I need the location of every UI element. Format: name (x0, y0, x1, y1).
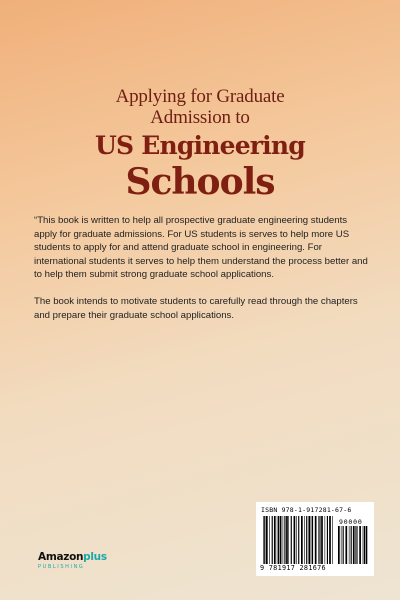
barcode-bar (280, 516, 282, 564)
barcode-bar (349, 526, 350, 564)
publisher-name-main: Amazon (38, 551, 84, 563)
barcode-bar (264, 516, 265, 564)
barcode-bar (321, 516, 323, 564)
barcode-bar (355, 526, 356, 564)
barcode-bar (288, 516, 289, 564)
barcode-bar (296, 516, 297, 564)
isbn-label: ISBN 978-1-917281-67-6 (261, 506, 352, 514)
barcode-bar (286, 516, 288, 564)
barcode-bar (315, 516, 317, 564)
price-addon-label: 90000 (339, 518, 363, 526)
title-line-3: US Engineering (95, 131, 305, 160)
blurb-paragraph-1: “This book is written to help all prospective graduate engineering students apply for graduate admissions. For US students is serves to help more US students to apply for and attend graduate school in engineering. For international students it serves to help them understand the process better and to help them submit strong graduate school applications. (34, 215, 368, 281)
title-line-2: Admission to (150, 107, 250, 128)
barcode-bar (325, 516, 326, 564)
barcode-bar (332, 516, 333, 564)
publisher-name (38, 551, 107, 563)
barcode-bar (327, 516, 328, 564)
publisher-logo (38, 551, 107, 571)
barcode-bar (343, 526, 344, 564)
barcode-bar (363, 526, 364, 564)
title-line-1: Applying for Graduate (115, 86, 285, 107)
title-line-4: Schools (125, 161, 275, 203)
barcode-bar (353, 526, 355, 564)
barcode-bar (312, 516, 313, 564)
barcode-bar (298, 516, 299, 564)
barcode-bar (301, 516, 303, 564)
barcode-bar (266, 516, 268, 564)
barcode-bar (345, 526, 347, 564)
publisher-name-plus: plus (83, 551, 107, 563)
barcode-bar (319, 516, 320, 564)
barcode-bar (294, 516, 296, 564)
publisher-subname: PUBLISHING (38, 564, 85, 570)
book-title (0, 86, 400, 203)
barcode-bar (274, 516, 276, 564)
barcode-bars (262, 516, 370, 564)
barcode-bar (318, 516, 319, 564)
barcode-bar (308, 516, 310, 564)
barcode-bar (329, 516, 331, 564)
barcode-bar (278, 516, 279, 564)
barcode-bar (366, 526, 368, 564)
barcode-bar (291, 516, 292, 564)
barcode-bar (263, 516, 264, 564)
barcode-bar (277, 516, 278, 564)
barcode-bar (356, 526, 357, 564)
barcode-bar (338, 526, 340, 564)
barcode-bar (269, 516, 270, 564)
ean-number: 9 781917 281676 (260, 564, 326, 572)
barcode-bar (283, 516, 284, 564)
barcode-bar (351, 526, 352, 564)
barcode-bar (311, 516, 312, 564)
blurb-paragraph-2: The book intends to motivate students to carefully read through the chapters and prepare their graduate school applications. (34, 295, 358, 321)
blurb (34, 214, 368, 335)
barcode-panel (256, 502, 374, 576)
barcode-bar (272, 516, 273, 564)
barcode-bar (359, 526, 361, 564)
barcode-bar (364, 526, 365, 564)
barcode-bar (306, 516, 307, 564)
barcode-bar (304, 516, 305, 564)
addon-barcode (338, 526, 367, 564)
barcode-bar (284, 516, 285, 564)
main-barcode (263, 516, 333, 564)
barcode-bar (341, 526, 342, 564)
